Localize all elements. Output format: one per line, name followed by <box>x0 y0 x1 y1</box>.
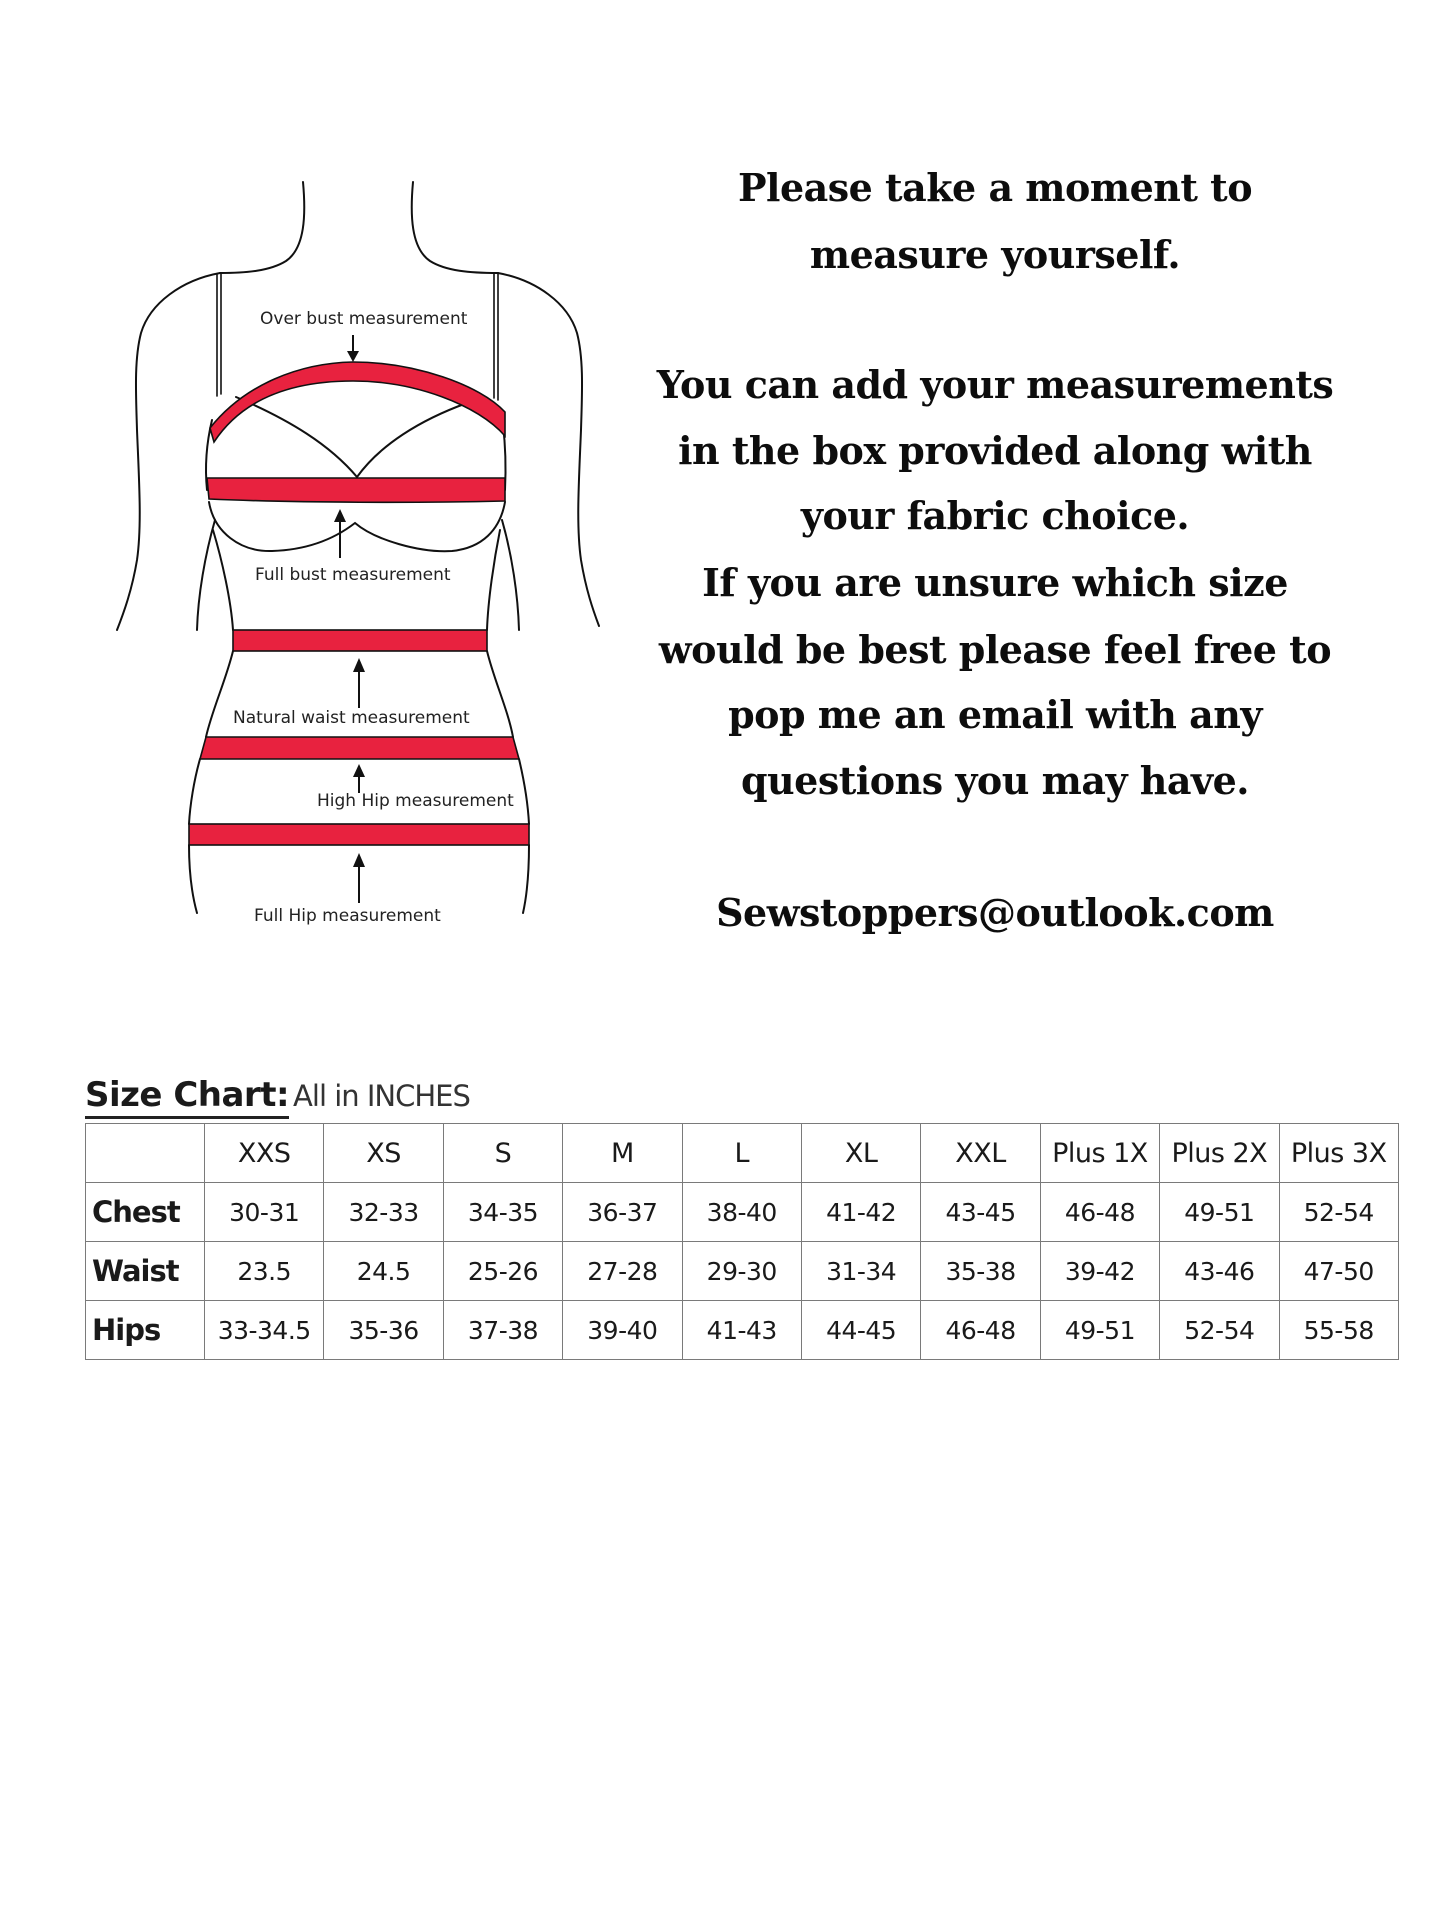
column-header: Plus 1X <box>1040 1124 1159 1183</box>
column-header: XS <box>324 1124 443 1183</box>
table-cell: 49-51 <box>1160 1183 1279 1242</box>
message-line: in the box provided along with <box>678 428 1312 473</box>
row-label: Hips <box>86 1301 205 1360</box>
row-label: Chest <box>86 1183 205 1242</box>
size-chart-heading: Size Chart: <box>85 1075 289 1119</box>
column-header: XXS <box>205 1124 324 1183</box>
table-row-waist <box>86 1242 1399 1301</box>
measurement-figure <box>0 0 720 960</box>
table-cell: 55-58 <box>1279 1301 1398 1360</box>
table-cell: 43-45 <box>921 1183 1040 1242</box>
neckline-left <box>236 397 357 477</box>
table-cell: 35-36 <box>324 1301 443 1360</box>
table-cell: 27-28 <box>563 1242 682 1301</box>
table-cell: 49-51 <box>1040 1301 1159 1360</box>
table-cell: 38-40 <box>682 1183 801 1242</box>
column-header: L <box>682 1124 801 1183</box>
band-high-hip <box>200 737 519 759</box>
table-cell: 30-31 <box>205 1183 324 1242</box>
table-row-chest <box>86 1183 1399 1242</box>
table-cell: 33-34.5 <box>205 1301 324 1360</box>
label-full-bust: Full bust measurement <box>255 565 451 585</box>
table-cell: 43-46 <box>1160 1242 1279 1301</box>
neckline-right <box>357 403 467 477</box>
message-line: Please take a moment to <box>737 165 1253 210</box>
message-line: pop me an email with any <box>728 692 1262 737</box>
waist-to-hip-left <box>206 651 233 737</box>
label-full-hip: Full Hip measurement <box>254 906 441 926</box>
strap-right <box>494 274 498 400</box>
table-header-row <box>86 1124 1399 1183</box>
table-cell: 31-34 <box>801 1242 920 1301</box>
table-cell: 23.5 <box>205 1242 324 1301</box>
arrow-up-full-bust-icon <box>334 509 346 558</box>
table-cell: 46-48 <box>921 1301 1040 1360</box>
table-cell: 52-54 <box>1279 1183 1398 1242</box>
size-chart-table <box>85 1123 1399 1360</box>
label-over-bust: Over bust measurement <box>260 309 468 329</box>
arrow-up-high-hip-icon <box>353 764 365 793</box>
arrow-up-full-hip-icon <box>353 853 365 903</box>
body-outline-illustration <box>0 0 720 960</box>
thigh-right <box>523 845 529 913</box>
table-cell: 35-38 <box>921 1242 1040 1301</box>
table-cell: 44-45 <box>801 1301 920 1360</box>
table-cell: 46-48 <box>1040 1183 1159 1242</box>
table-cell: 34-35 <box>443 1183 562 1242</box>
arm-right-inner <box>502 520 519 630</box>
label-high-hip: High Hip measurement <box>317 791 514 811</box>
column-header: M <box>563 1124 682 1183</box>
table-row-hips <box>86 1301 1399 1360</box>
cups-lower <box>209 502 505 551</box>
arrow-up-natural-waist-icon <box>353 658 365 708</box>
table-cell: 41-43 <box>682 1301 801 1360</box>
message-line: If you are unsure which size <box>702 560 1288 605</box>
table-cell: 37-38 <box>443 1301 562 1360</box>
message-line: questions you may have. <box>740 758 1249 803</box>
table-cell: 32-33 <box>324 1183 443 1242</box>
column-header: XXL <box>921 1124 1040 1183</box>
size-chart-unit-note: All in INCHES <box>293 1079 470 1113</box>
row-label: Waist <box>86 1242 205 1301</box>
table-cell: 39-40 <box>563 1301 682 1360</box>
message-line: your fabric choice. <box>800 493 1190 538</box>
contact-email[interactable]: Sewstoppers@outlook.com <box>716 890 1274 935</box>
hip-left <box>189 759 200 824</box>
column-header: Plus 2X <box>1160 1124 1279 1183</box>
table-cell: 36-37 <box>563 1183 682 1242</box>
table-cell: 47-50 <box>1279 1242 1398 1301</box>
torso-left <box>213 530 233 630</box>
thigh-left <box>189 845 197 913</box>
strap-left <box>217 274 221 396</box>
column-header: Plus 3X <box>1279 1124 1398 1183</box>
band-full-bust <box>207 478 505 502</box>
arm-left-inner <box>197 520 215 630</box>
column-header: S <box>443 1124 562 1183</box>
hip-right <box>519 759 529 824</box>
band-over-bust <box>210 362 505 442</box>
message-line: You can add your measurements <box>656 362 1334 407</box>
waist-to-hip-right <box>487 651 513 737</box>
message-line: measure yourself. <box>809 232 1181 277</box>
table-cell: 52-54 <box>1160 1301 1279 1360</box>
column-header: XL <box>801 1124 920 1183</box>
neck-right-line <box>412 182 498 273</box>
message-line: would be best please feel free to <box>658 627 1332 672</box>
table-cell: 41-42 <box>801 1183 920 1242</box>
table-cell: 29-30 <box>682 1242 801 1301</box>
label-natural-waist: Natural waist measurement <box>233 708 470 728</box>
band-natural-waist <box>233 630 487 651</box>
size-chart-title <box>85 1075 470 1115</box>
neck-left-line <box>220 182 304 273</box>
table-cell: 39-42 <box>1040 1242 1159 1301</box>
table-cell: 25-26 <box>443 1242 562 1301</box>
table-cell: 24.5 <box>324 1242 443 1301</box>
band-full-hip <box>189 824 529 845</box>
header-corner-cell <box>86 1124 205 1183</box>
torso-right <box>487 530 500 630</box>
arrow-down-over-bust-icon <box>347 335 359 362</box>
arm-left-outer <box>117 273 220 630</box>
